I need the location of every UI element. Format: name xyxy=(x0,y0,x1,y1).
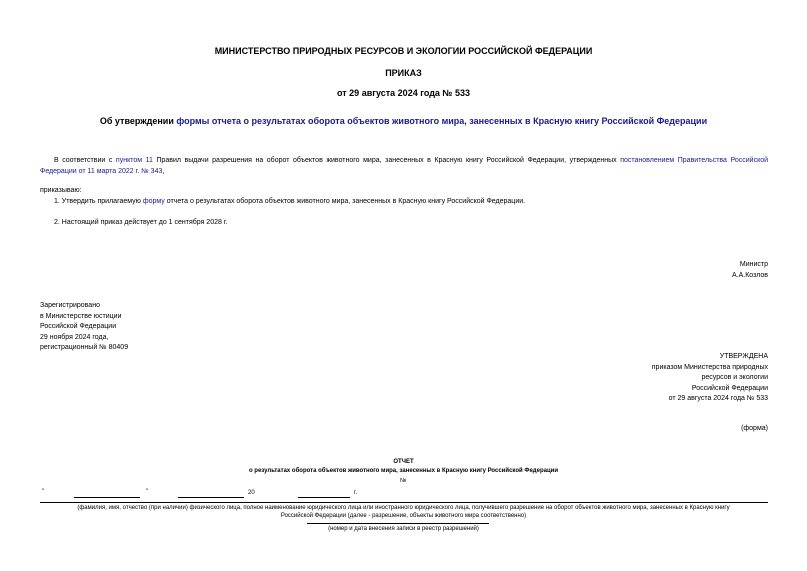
registration-block xyxy=(40,301,128,354)
registry-record-line[interactable] xyxy=(307,523,489,524)
date-quote-open: " xyxy=(42,489,45,495)
report-subtitle: о результатах оборота объектов животного мира, занесенных в Красную книгу Российской Федерации xyxy=(248,468,559,474)
document-title xyxy=(0,116,807,126)
ministry-name: МИНИСТЕРСТВО ПРИРОДНЫХ РЕСУРСОВ И ЭКОЛОГИИ РОССИЙСКОЙ ФЕДЕРАЦИИ xyxy=(214,46,593,56)
signature-name: А.А.Козлов xyxy=(731,271,768,279)
date-year-blank[interactable] xyxy=(298,497,350,498)
date-year-prefix: 20 xyxy=(248,490,255,496)
order-word: приказываю: xyxy=(40,187,82,194)
report-number-sign: № xyxy=(400,478,407,484)
registration-line: в Министерстве юстиции xyxy=(40,312,122,320)
approved-line: приказом Министерства природных xyxy=(651,363,768,371)
approved-line: от 29 августа 2024 года № 533 xyxy=(668,395,768,402)
approved-block xyxy=(652,352,768,405)
approved-line: УТВЕРЖДЕНА xyxy=(719,353,768,360)
preamble-link-resolution[interactable]: постановлением Правительства Российской Федерации от 11 марта 2022 г. № 343 xyxy=(40,157,769,175)
registration-line: Зарегистрировано xyxy=(40,302,100,309)
registry-record-caption: (номер и дата внесения записи в реестр разрешений) xyxy=(328,526,479,532)
approved-line: ресурсов и экологии xyxy=(701,374,768,381)
preamble-link-rule-11[interactable]: пунктом 11 xyxy=(115,157,153,164)
registration-line: Российской Федерации xyxy=(40,323,117,330)
date-year-suffix: г. xyxy=(354,490,358,496)
date-quote-close: " xyxy=(146,489,149,495)
preamble-paragraph xyxy=(40,155,768,177)
date-month-blank[interactable] xyxy=(178,497,244,498)
document-type: ПРИКАЗ xyxy=(385,68,422,78)
order-item-2: 2. Настоящий приказ действует до 1 сентября 2028 г. xyxy=(54,219,228,226)
report-title: ОТЧЕТ xyxy=(393,459,414,465)
title-form-link[interactable]: формы отчета о результатах оборота объектов животного мира, занесенных в Красную книгу Российской Федерации xyxy=(176,116,708,126)
preamble-text-1: В соответствии с xyxy=(54,157,116,164)
item-1-suffix: отчета о результатах оборота объектов животного мира, занесенных в Красную книгу Российской Федерации. xyxy=(164,198,526,205)
signature-block xyxy=(732,260,768,281)
registration-line: 29 ноября 2024 года, xyxy=(40,333,109,341)
preamble-text-3: , xyxy=(162,168,165,175)
recipient-name-caption-2: Российской Федерации (далее - разрешение, объекты животного мира соответственно) xyxy=(280,513,527,519)
order-item-1 xyxy=(54,198,525,205)
approved-line: Российской Федерации xyxy=(691,384,768,392)
registration-line: регистрационный № 80409 xyxy=(40,344,129,351)
form-label: (форма) xyxy=(741,425,768,432)
signature-position: Министр xyxy=(739,261,768,268)
preamble-text-2: Правил выдачи разрешения на оборот объектов животного мира, занесенных в Красную книгу Российской Федерации, утвержденных xyxy=(152,157,621,164)
title-prefix: Об утверждении xyxy=(99,116,177,126)
recipient-name-caption-1: (фамилия, имя, отчество (при наличии) физического лица, полное наименование юридического лица или иностранного юридического лица, получившего разрешение на оборот объектов животного мира, занесенных в Красную книгу xyxy=(77,505,730,511)
date-day-blank[interactable] xyxy=(74,497,140,498)
item-1-prefix: 1. Утвердить прилагаемую xyxy=(54,198,143,205)
item-1-form-link[interactable]: форму xyxy=(142,198,165,205)
recipient-name-line[interactable] xyxy=(40,502,768,503)
document-date-number: от 29 августа 2024 года № 533 xyxy=(337,88,470,98)
